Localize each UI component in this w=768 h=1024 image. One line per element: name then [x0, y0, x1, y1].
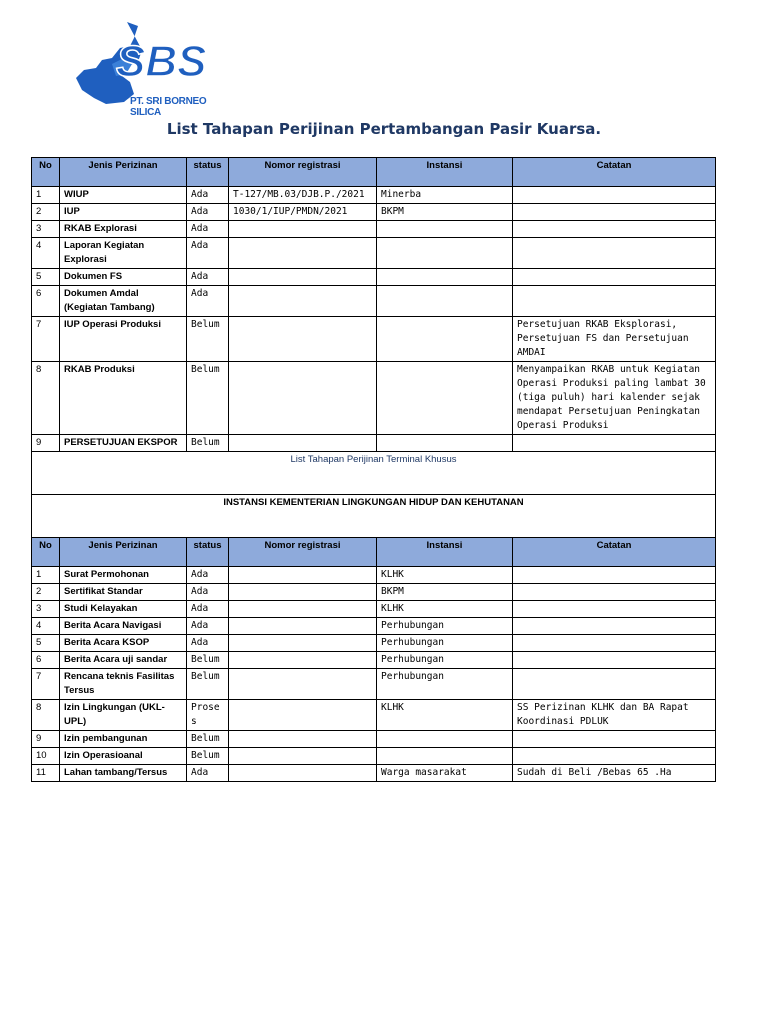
permit-type: Studi Kelayakan: [60, 601, 187, 618]
permit-type: Berita Acara KSOP: [60, 635, 187, 652]
permit-status: Ada: [187, 618, 229, 635]
table-row: [32, 731, 716, 748]
agency: BKPM: [377, 584, 513, 601]
registration-number: [229, 362, 377, 435]
permit-table: [31, 157, 716, 782]
permit-status: Ada: [187, 286, 229, 317]
registration-number: [229, 317, 377, 362]
section-heading-row: [32, 495, 716, 538]
row-number: 2: [32, 584, 60, 601]
row-number: 1: [32, 567, 60, 584]
document-title: List Tahapan Perijinan Pertambangan Pasir Kuarsa.: [166, 120, 602, 138]
catatan-header: Catatan: [513, 158, 716, 187]
permit-status: Belum: [187, 652, 229, 669]
row-number: 2: [32, 204, 60, 221]
permit-status: Ada: [187, 635, 229, 652]
table-row: [32, 221, 716, 238]
table-row: [32, 618, 716, 635]
row-number: 5: [32, 269, 60, 286]
registration-number: 1030/1/IUP/PMDN/2021: [229, 204, 377, 221]
no-header: No: [32, 158, 60, 187]
agency: KLHK: [377, 567, 513, 584]
registration-number: [229, 669, 377, 700]
agency: KLHK: [377, 601, 513, 618]
agency: [377, 362, 513, 435]
registration-number: [229, 238, 377, 269]
permit-status: Belum: [187, 748, 229, 765]
permit-status: Belum: [187, 669, 229, 700]
notes: [513, 221, 716, 238]
row-number: 7: [32, 669, 60, 700]
notes: [513, 435, 716, 452]
permit-type: Dokumen FS: [60, 269, 187, 286]
notes: [513, 731, 716, 748]
table-row: [32, 584, 716, 601]
registration-number: [229, 700, 377, 731]
row-number: 1: [32, 187, 60, 204]
row-number: 9: [32, 435, 60, 452]
row-number: 9: [32, 731, 60, 748]
permit-status: Ada: [187, 221, 229, 238]
notes: [513, 269, 716, 286]
registration-number: [229, 567, 377, 584]
agency: BKPM: [377, 204, 513, 221]
permit-type: Izin Operasioanal: [60, 748, 187, 765]
permit-type: PERSETUJUAN EKSPOR: [60, 435, 187, 452]
permit-type: Berita Acara uji sandar: [60, 652, 187, 669]
row-number: 7: [32, 317, 60, 362]
registration-number: [229, 652, 377, 669]
agency: Warga masarakat: [377, 765, 513, 782]
permit-type: WIUP: [60, 187, 187, 204]
notes: [513, 618, 716, 635]
jenis-header: Jenis Perizinan: [60, 158, 187, 187]
row-number: 10: [32, 748, 60, 765]
permit-type: RKAB Explorasi: [60, 221, 187, 238]
company-name: PT. SRI BORNEO SILICA: [130, 96, 207, 118]
agency: [377, 748, 513, 765]
svg-text:SBS: SBS: [116, 37, 207, 86]
row-number: 6: [32, 652, 60, 669]
permit-type: Izin Lingkungan (UKL-UPL): [60, 700, 187, 731]
permit-status: Proses: [187, 700, 229, 731]
table-row: [32, 567, 716, 584]
agency: [377, 238, 513, 269]
row-number: 6: [32, 286, 60, 317]
jenis-header: Jenis Perizinan: [60, 538, 187, 567]
notes: Persetujuan RKAB Eksplorasi, Persetujuan FS dan Persetujuan AMDAI: [513, 317, 716, 362]
agency: Perhubungan: [377, 652, 513, 669]
agency: [377, 435, 513, 452]
notes: [513, 584, 716, 601]
table-row: [32, 269, 716, 286]
permit-status: Ada: [187, 567, 229, 584]
row-number: 3: [32, 601, 60, 618]
table1-header-row: [32, 158, 716, 187]
notes: [513, 652, 716, 669]
row-number: 8: [32, 362, 60, 435]
registration-number: [229, 731, 377, 748]
permit-status: Ada: [187, 601, 229, 618]
section-title-row: [32, 452, 716, 495]
table-row: [32, 669, 716, 700]
row-number: 8: [32, 700, 60, 731]
registration-number: [229, 748, 377, 765]
permit-status: Ada: [187, 204, 229, 221]
notes: SS Perizinan KLHK dan BA Rapat Koordinasi PDLUK: [513, 700, 716, 731]
registration-number: T-127/MB.03/DJB.P./2021: [229, 187, 377, 204]
row-number: 3: [32, 221, 60, 238]
permit-status: Ada: [187, 584, 229, 601]
table-row: [32, 765, 716, 782]
agency: Minerba: [377, 187, 513, 204]
permit-type: Lahan tambang/Tersus: [60, 765, 187, 782]
company-logo: [72, 18, 222, 118]
table-row: [32, 652, 716, 669]
table2-header-row: [32, 538, 716, 567]
permit-type: IUP Operasi Produksi: [60, 317, 187, 362]
notes: Sudah di Beli /Bebas 65 .Ha: [513, 765, 716, 782]
registration-number: [229, 269, 377, 286]
table-row: [32, 362, 716, 435]
permit-status: Ada: [187, 238, 229, 269]
row-number: 11: [32, 765, 60, 782]
permit-type: RKAB Produksi: [60, 362, 187, 435]
agency: Perhubungan: [377, 669, 513, 700]
permit-type: IUP: [60, 204, 187, 221]
registration-number: [229, 618, 377, 635]
nomor-header: Nomor registrasi: [229, 158, 377, 187]
agency: KLHK: [377, 700, 513, 731]
agency: [377, 221, 513, 238]
table-row: [32, 204, 716, 221]
agency: Perhubungan: [377, 635, 513, 652]
registration-number: [229, 765, 377, 782]
notes: [513, 204, 716, 221]
notes: [513, 601, 716, 618]
permit-type: Berita Acara Navigasi: [60, 618, 187, 635]
permit-status: Ada: [187, 187, 229, 204]
registration-number: [229, 221, 377, 238]
notes: [513, 567, 716, 584]
section-heading: INSTANSI KEMENTERIAN LINGKUNGAN HIDUP DAN KEHUTANAN: [32, 495, 716, 538]
permit-type: Dokumen Amdal (Kegiatan Tambang): [60, 286, 187, 317]
section-title: List Tahapan Perijinan Terminal Khusus: [32, 452, 716, 495]
notes: [513, 669, 716, 700]
notes: [513, 238, 716, 269]
notes: [513, 635, 716, 652]
permit-status: Ada: [187, 765, 229, 782]
agency: Perhubungan: [377, 618, 513, 635]
agency: [377, 286, 513, 317]
agency: [377, 269, 513, 286]
registration-number: [229, 286, 377, 317]
registration-number: [229, 635, 377, 652]
notes: [513, 286, 716, 317]
notes: [513, 187, 716, 204]
status-header: status: [187, 158, 229, 187]
table-row: [32, 435, 716, 452]
registration-number: [229, 435, 377, 452]
registration-number: [229, 584, 377, 601]
status-header: status: [187, 538, 229, 567]
permit-type: Sertifikat Standar: [60, 584, 187, 601]
catatan-header: Catatan: [513, 538, 716, 567]
table-row: [32, 748, 716, 765]
table-row: [32, 187, 716, 204]
table-row: [32, 635, 716, 652]
agency: [377, 317, 513, 362]
permit-type: Surat Permohonan: [60, 567, 187, 584]
instansi-header: Instansi: [377, 158, 513, 187]
permit-status: Belum: [187, 317, 229, 362]
row-number: 5: [32, 635, 60, 652]
permit-status: Belum: [187, 731, 229, 748]
table-row: [32, 286, 716, 317]
table-row: [32, 700, 716, 731]
agency: [377, 731, 513, 748]
no-header: No: [32, 538, 60, 567]
nomor-header: Nomor registrasi: [229, 538, 377, 567]
permit-type: Laporan Kegiatan Explorasi: [60, 238, 187, 269]
table-row: [32, 601, 716, 618]
registration-number: [229, 601, 377, 618]
permit-type: Izin pembangunan: [60, 731, 187, 748]
notes: [513, 748, 716, 765]
permit-status: Belum: [187, 362, 229, 435]
row-number: 4: [32, 618, 60, 635]
row-number: 4: [32, 238, 60, 269]
permit-type: Rencana teknis Fasilitas Tersus: [60, 669, 187, 700]
instansi-header: Instansi: [377, 538, 513, 567]
table-row: [32, 317, 716, 362]
permit-status: Ada: [187, 269, 229, 286]
table-row: [32, 238, 716, 269]
notes: Menyampaikan RKAB untuk Kegiatan Operasi Produksi paling lambat 30 (tiga puluh) hari kalender sejak mendapat Persetujuan Peningkatan Operasi Produksi: [513, 362, 716, 435]
permit-status: Belum: [187, 435, 229, 452]
